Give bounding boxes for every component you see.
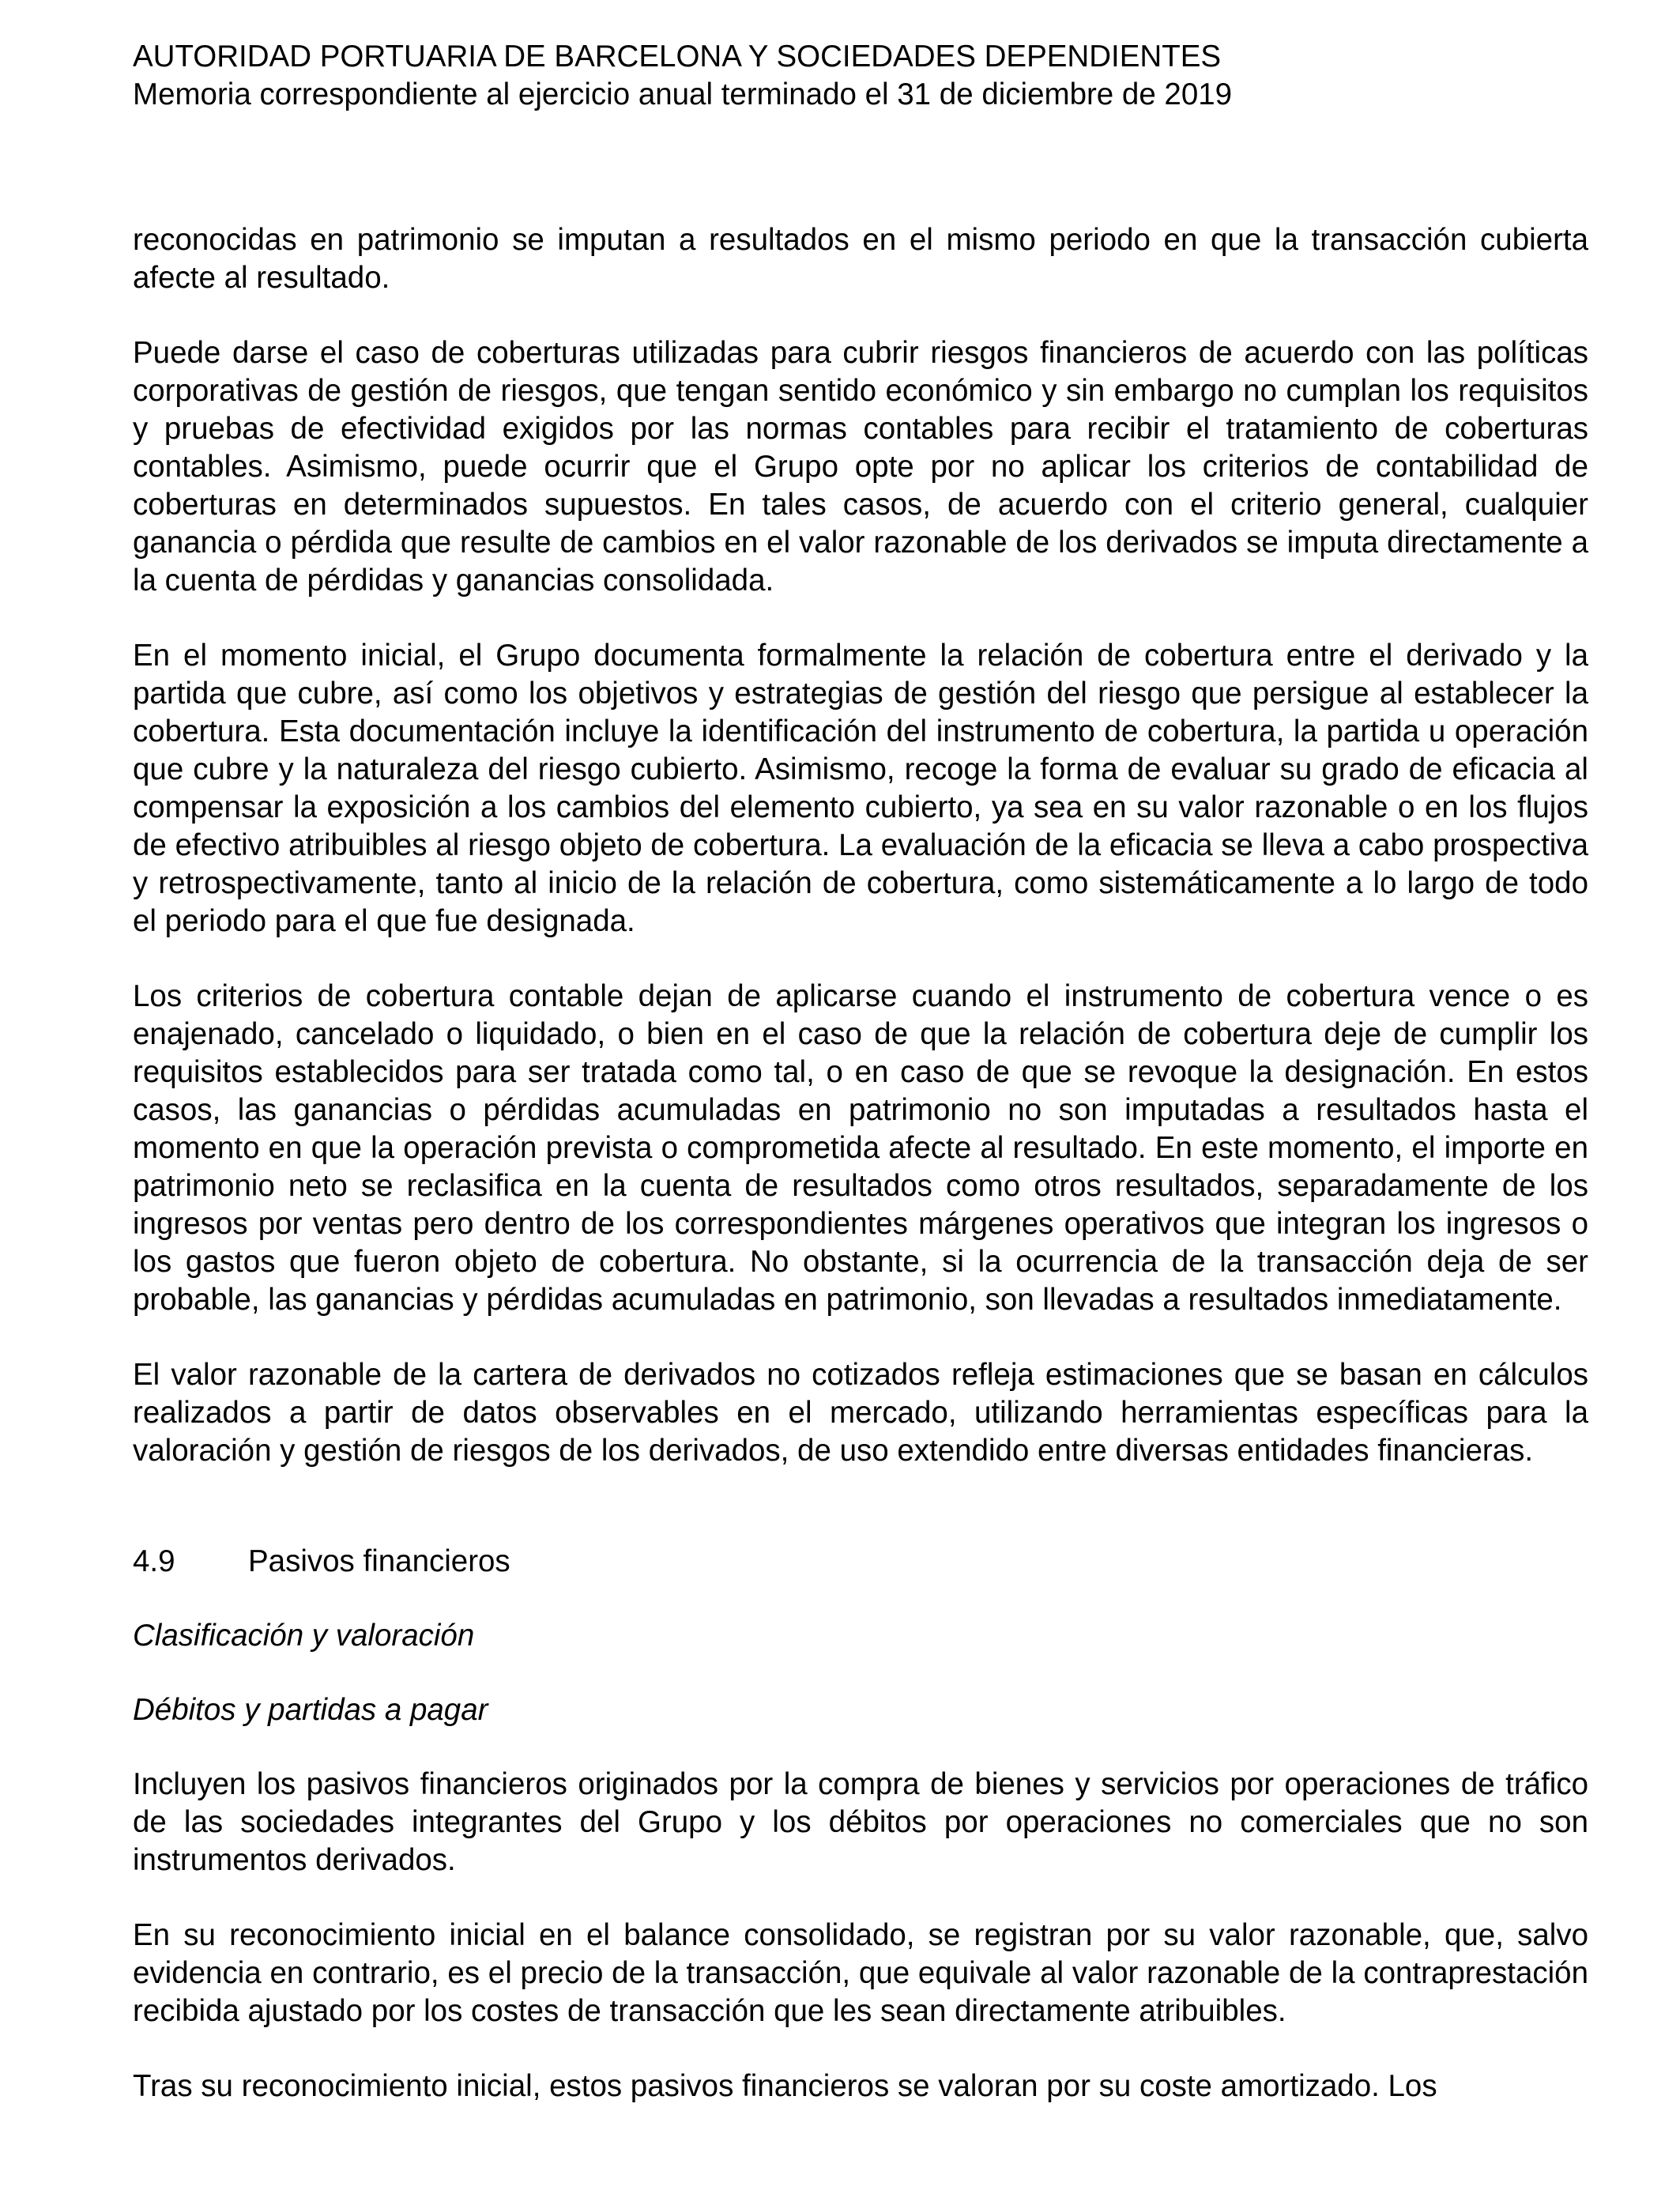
document-subtitle: Memoria correspondiente al ejercicio anual terminado el 31 de diciembre de 2019 xyxy=(133,77,1233,111)
section-heading xyxy=(133,1543,1588,1581)
page-header xyxy=(133,38,1587,114)
paragraph: En el momento inicial, el Grupo documenta formalmente la relación de cobertura entre el derivado y la partida que cubre, así como los objetivos y estrategias de gestión del riesgo que persigue al establecer la cobertura. Esta documentación incluye la identificación del instrumento de cobertura, la partida u operación que cubre y la naturaleza del riesgo cubierto. Asimismo, recoge la forma de evaluar su grado de eficacia al compensar la exposición a los cambios del elemento cubierto, ya sea en su valor razonable o en los flujos de efectivo atribuibles al riesgo objeto de cobertura. La evaluación de la eficacia se lleva a cabo prospectiva y retrospectivamente, tanto al inicio de la relación de cobertura, como sistemáticamente a lo largo de todo el periodo para el que fue designada. xyxy=(133,639,1588,938)
paragraph: Los criterios de cobertura contable dejan de aplicarse cuando el instrumento de cobertura vence o es enajenado, cancelado o liquidado, o bien en el caso de que la relación de cobertura deje de cumplir los requisitos establecidos para ser tratada como tal, o en caso de que se revoque la designación. En estos casos, las ganancias o pérdidas acumuladas en patrimonio no son imputadas a resultados hasta el momento en que la operación prevista o comprometida afecte al resultado. En este momento, el importe en patrimonio neto se reclasifica en la cuenta de resultados como otros resultados, separadamente de los ingresos por ventas pero dentro de los correspondientes márgenes operativos que integran los ingresos o los gastos que fueron objeto de cobertura. No obstante, si la ocurrencia de la transacción deja de ser probable, las ganancias y pérdidas acumuladas en patrimonio, son llevadas a resultados inmediatamente. xyxy=(133,979,1588,1317)
subheading-clasificacion: Clasificación y valoración xyxy=(133,1619,475,1653)
paragraph: Incluyen los pasivos financieros originados por la compra de bienes y servicios por operaciones de tráfico de las sociedades integrantes del Grupo y los débitos por operaciones no comerciales que no son instrumentos derivados. xyxy=(133,1767,1588,1877)
paragraph: El valor razonable de la cartera de derivados no cotizados refleja estimaciones que se basan en cálculos realizados a partir de datos observables en el mercado, utilizando herramientas específicas para la valoración y gestión de riesgos de los derivados, de uso extendido entre diversas entidades financieras. xyxy=(133,1358,1588,1468)
paragraph: Tras su reconocimiento inicial, estos pasivos financieros se valoran por su coste amortizado. Los xyxy=(133,2069,1437,2103)
document-body xyxy=(133,221,1588,2105)
section-number: 4.9 xyxy=(133,1544,175,1578)
subheading-debitos: Débitos y partidas a pagar xyxy=(133,1693,488,1727)
paragraph: Puede darse el caso de coberturas utilizadas para cubrir riesgos financieros de acuerdo con las políticas corporativas de gestión de riesgos, que tengan sentido económico y sin embargo no cumplan los requisitos y pruebas de efectividad exigidos por las normas contables para recibir el tratamiento de coberturas contables. Asimismo, puede ocurrir que el Grupo opte por no aplicar los criterios de contabilidad de coberturas en determinados supuestos. En tales casos, de acuerdo con el criterio general, cualquier ganancia o pérdida que resulte de cambios en el valor razonable de los derivados se imputa directamente a la cuenta de pérdidas y ganancias consolidada. xyxy=(133,336,1588,598)
paragraph: En su reconocimiento inicial en el balance consolidado, se registran por su valor razonable, que, salvo evidencia en contrario, es el precio de la transacción, que equivale al valor razonable de la contraprestación recibida ajustado por los costes de transacción que les sean directamente atribuibles. xyxy=(133,1918,1588,2028)
paragraph: reconocidas en patrimonio se imputan a resultados en el mismo periodo en que la transacción cubierta afecte al resultado. xyxy=(133,223,1588,295)
section-title: Pasivos financieros xyxy=(248,1544,510,1578)
document-title: AUTORIDAD PORTUARIA DE BARCELONA Y SOCIEDADES DEPENDIENTES xyxy=(133,40,1222,74)
